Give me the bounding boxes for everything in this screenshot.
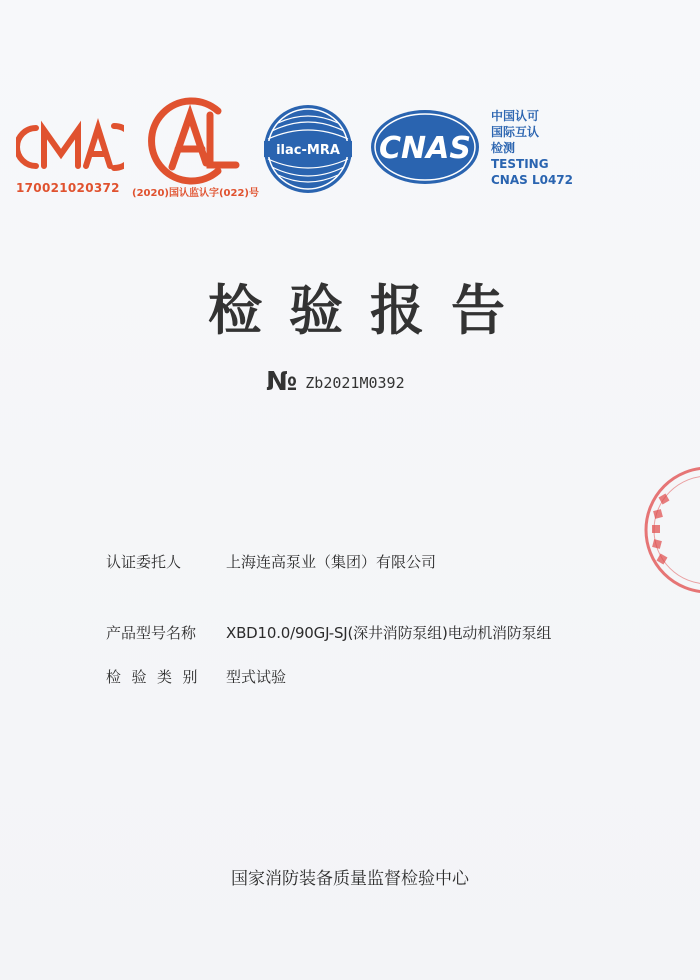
cnas-logo-text: CNAS xyxy=(379,131,471,166)
field-value: 上海连高泵业（集团）有限公司 xyxy=(226,553,437,571)
field-inspection-type xyxy=(106,666,286,687)
cal-certificate-number: (2020)国认监认字(022)号 xyxy=(132,188,259,199)
cnas-line: 国际互认 xyxy=(491,125,540,139)
field-label: 检验类别 xyxy=(106,668,209,686)
cnas-line: 检测 xyxy=(491,141,516,155)
field-value: XBD10.0/90GJ-SJ(深井消防泵组)电动机消防泵组 xyxy=(226,624,552,642)
cnas-logo xyxy=(369,108,481,186)
report-number xyxy=(266,367,405,397)
cnas-mutual-recognition-text xyxy=(491,108,601,188)
ilac-mra-logo xyxy=(258,103,358,195)
cma-certificate-number: 170021020372 xyxy=(16,181,120,195)
field-label: 认证委托人 xyxy=(106,553,182,571)
field-label: 产品型号名称 xyxy=(106,624,197,642)
cma-logo xyxy=(16,116,124,178)
field-product-model xyxy=(106,622,551,643)
official-seal xyxy=(640,455,700,605)
field-client xyxy=(106,551,436,572)
issuing-organization: 国家消防装备质量监督检验中心 xyxy=(231,869,469,889)
cal-logo xyxy=(140,97,246,185)
ilac-mra-logo-text: ilac-MRA xyxy=(276,143,340,158)
cnas-line: CNAS L0472 xyxy=(491,173,574,187)
field-value: 型式试验 xyxy=(226,668,287,686)
cnas-line: TESTING xyxy=(491,157,549,171)
report-number-value: Zb2021M0392 xyxy=(305,374,405,392)
number-sign: № xyxy=(266,367,298,397)
cnas-line: 中国认可 xyxy=(491,109,540,123)
report-title: 检验报告 xyxy=(208,279,532,342)
